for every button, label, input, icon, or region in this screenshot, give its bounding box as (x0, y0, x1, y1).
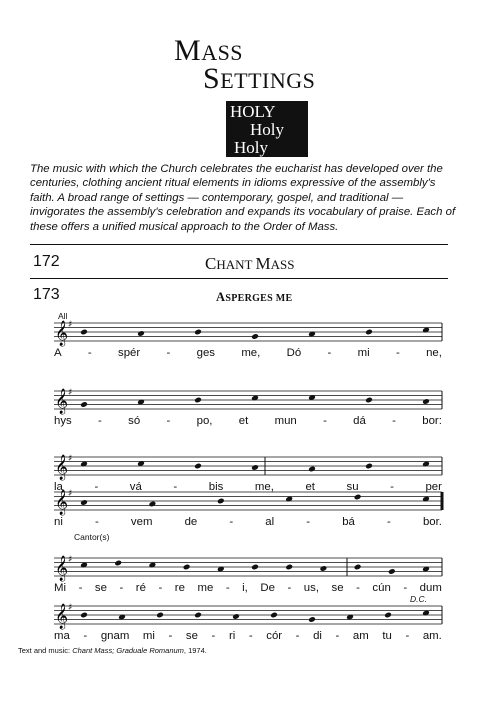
section-title: CHANT MASS (205, 254, 295, 273)
note-head (183, 564, 191, 571)
staff-lines (54, 555, 442, 581)
note-head (194, 612, 202, 619)
staff-lines (54, 603, 442, 629)
treble-clef-icon: 𝄞 (55, 321, 69, 346)
syllable-hyphen: - (229, 516, 234, 528)
syllable-hyphen: - (119, 582, 124, 594)
syllable-hyphen: - (403, 582, 408, 594)
lyrics-line (54, 347, 442, 359)
lyrics-line (54, 582, 442, 594)
dc-label: D.C. (410, 594, 427, 604)
syllable-hyphen: - (173, 481, 178, 493)
staff-lines (54, 320, 442, 346)
syllable-hyphen: - (168, 630, 173, 642)
section-rule-bottom (30, 278, 448, 279)
syllable-hyphen: - (95, 516, 99, 528)
lyric-syllable: se (331, 582, 344, 594)
syllable-hyphen: - (158, 582, 163, 594)
lyric-syllable: re (174, 582, 185, 594)
syllable-hyphen: - (295, 630, 300, 642)
lyric-syllable: tu (382, 630, 392, 642)
key-sharp-icon: ♯ (68, 454, 73, 464)
syllable-hyphen: - (392, 415, 396, 427)
lyric-syllable: po, (196, 415, 213, 427)
note-head (270, 612, 278, 619)
lyric-syllable: mun (274, 415, 297, 427)
holy-emblem (226, 101, 308, 157)
lyric-syllable: vem (130, 516, 153, 528)
note-head (384, 612, 392, 619)
lyric-syllable: me (197, 582, 214, 594)
lyric-syllable: me, (241, 347, 261, 359)
holy-word-3: Holy (234, 138, 268, 157)
section-rule (30, 244, 448, 245)
key-sharp-icon: ♯ (68, 489, 73, 499)
lyrics-line (54, 630, 442, 642)
note-head (232, 613, 240, 620)
note-head (388, 568, 396, 575)
note-head (251, 333, 259, 340)
note-head (308, 466, 316, 473)
staff-system (54, 454, 442, 480)
title-line-1: MASS (174, 34, 244, 67)
lyric-syllable: só (128, 415, 141, 427)
lyrics-line (54, 415, 442, 427)
syllable-hyphen: - (211, 630, 216, 642)
note-head (354, 494, 362, 501)
key-sharp-icon: ♯ (68, 320, 73, 330)
note-head (137, 330, 145, 337)
staff-system (54, 320, 442, 346)
lyric-syllable: et (238, 415, 249, 427)
section-number: 172 (33, 253, 60, 270)
syllable-hyphen: - (390, 481, 394, 493)
note-head (80, 329, 88, 336)
holy-word-2: Holy (250, 120, 284, 139)
piece-title: ASPERGES ME (216, 290, 293, 304)
lyric-syllable: per (425, 481, 442, 493)
lyric-syllable: bor. (422, 516, 442, 528)
lyrics-line (54, 516, 442, 528)
note-head (285, 564, 293, 571)
lyric-syllable: cún (372, 582, 391, 594)
syllable-hyphen: - (166, 347, 171, 359)
lyric-syllable: am. (422, 630, 442, 642)
syllable-hyphen: - (387, 516, 391, 528)
lyric-syllable: me, (254, 481, 274, 493)
lyric-syllable: cór (266, 630, 283, 642)
note-head (365, 397, 373, 404)
lyric-syllable: us, (303, 582, 319, 594)
title-line-2: SETTINGS (203, 62, 316, 95)
syllable-hyphen: - (287, 582, 292, 594)
note-head (80, 612, 88, 619)
staff-system (54, 555, 442, 581)
treble-clef-icon: 𝄞 (55, 389, 69, 414)
lyric-syllable: ré (135, 582, 146, 594)
staff-system (54, 603, 442, 629)
note-head (80, 401, 88, 408)
note-head (354, 564, 362, 571)
lyric-syllable: di (313, 630, 322, 642)
lyric-syllable: mi (357, 347, 370, 359)
staff-lines (54, 489, 442, 515)
syllable-hyphen: - (306, 516, 311, 528)
intro-paragraph: The music with which the Church celebrates the eucharist has developed over the centuries, clothing ancient ritual elements in idioms expressive of the assembly's faith. A broad range of settings — contemporary, gospel, and traditional — invigorates the assembly's celebration and expands its vocabulary of praise. Each of these offers a unified musical approach to the Order of Mass. (30, 163, 456, 233)
syllable-hyphen: - (94, 481, 99, 493)
cantor-label: Cantor(s) (74, 532, 110, 542)
lyric-syllable: hys (54, 415, 72, 427)
note-head (217, 498, 225, 505)
lyric-syllable: Mi (54, 582, 67, 594)
lyric-syllable: bá (342, 516, 355, 528)
staff-lines (54, 388, 442, 414)
note-head (194, 397, 202, 404)
lyric-syllable: bis (208, 481, 224, 493)
note-head (320, 565, 328, 572)
staff-system (54, 489, 442, 515)
key-sharp-icon: ♯ (68, 555, 73, 565)
note-head (422, 398, 430, 405)
lyric-syllable: la (54, 481, 63, 493)
lyric-syllable: se (94, 582, 107, 594)
lyric-syllable: ne, (426, 347, 442, 359)
lyric-syllable: et (305, 481, 315, 493)
lyric-syllable: am (352, 630, 369, 642)
syllable-hyphen: - (225, 582, 230, 594)
syllable-hyphen: - (323, 415, 327, 427)
syllable-hyphen: - (335, 630, 340, 642)
syllable-hyphen: - (87, 347, 92, 359)
staff-lines (54, 454, 442, 480)
note-head (194, 329, 202, 336)
lyric-syllable: De (260, 582, 275, 594)
lyric-syllable: Dó (286, 347, 302, 359)
lyric-syllable: dum (419, 582, 442, 594)
lyric-syllable: de (184, 516, 198, 528)
treble-clef-icon: 𝄞 (55, 604, 69, 629)
lyric-syllable: gnam (100, 630, 130, 642)
syllable-hyphen: - (356, 582, 360, 594)
syllable-hyphen: - (395, 347, 400, 359)
lyric-syllable: i, (242, 582, 248, 594)
holy-word-1: HOLY (230, 102, 276, 121)
lyric-syllable: vá (129, 481, 142, 493)
note-head (365, 463, 373, 470)
treble-clef-icon: 𝄞 (55, 490, 69, 515)
credit-line: Text and music: Chant Mass; Graduale Romanum, 1974. (18, 646, 207, 655)
lyric-syllable: ma (54, 630, 70, 642)
key-sharp-icon: ♯ (68, 388, 73, 398)
lyric-syllable: ni (54, 516, 63, 528)
lyric-syllable: al (265, 516, 275, 528)
note-head (156, 612, 164, 619)
lyric-syllable: ges (196, 347, 215, 359)
lyric-syllable: su (346, 481, 359, 493)
lyric-syllable: mi (142, 630, 155, 642)
note-head (251, 564, 259, 571)
note-head (308, 616, 316, 623)
note-head (251, 464, 259, 471)
piece-number: 173 (33, 286, 60, 303)
lyric-syllable: dá (353, 415, 366, 427)
syllable-hyphen: - (405, 630, 410, 642)
treble-clef-icon: 𝄞 (55, 455, 69, 480)
note-head (149, 501, 157, 508)
note-head (114, 560, 122, 567)
lyric-syllable: A (54, 347, 62, 359)
lyric-syllable: spér (118, 347, 141, 359)
lyric-syllable: bor: (422, 415, 442, 427)
staff-system (54, 388, 442, 414)
note-head (365, 329, 373, 336)
syllable-hyphen: - (166, 415, 171, 427)
syllable-hyphen: - (327, 347, 332, 359)
syllable-hyphen: - (98, 415, 102, 427)
lyric-syllable: se (185, 630, 198, 642)
all-label: All (58, 311, 68, 321)
syllable-hyphen: - (78, 582, 83, 594)
syllable-hyphen: - (83, 630, 88, 642)
key-sharp-icon: ♯ (68, 603, 73, 613)
treble-clef-icon: 𝄞 (55, 556, 69, 581)
syllable-hyphen: - (248, 630, 253, 642)
note-head (194, 463, 202, 470)
lyric-syllable: ri (228, 630, 236, 642)
note-head (80, 499, 88, 506)
